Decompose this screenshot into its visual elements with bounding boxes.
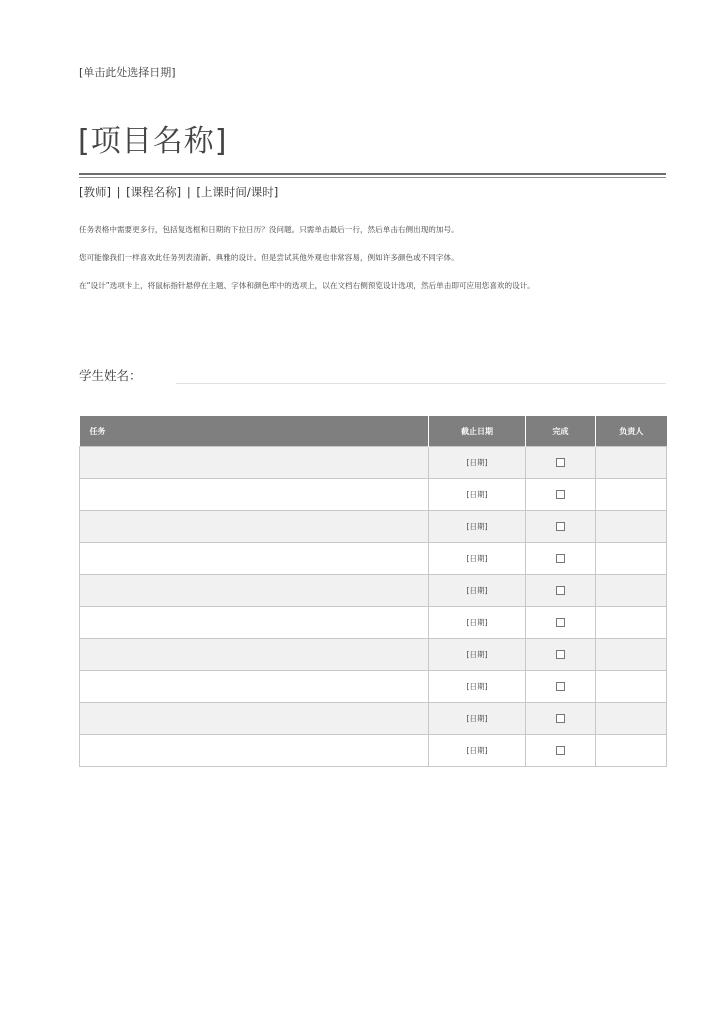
- separator: |: [116, 185, 121, 199]
- owner-cell[interactable]: [596, 735, 667, 767]
- column-header-due-date: 截止日期: [429, 416, 526, 447]
- done-cell: [526, 479, 596, 511]
- task-cell[interactable]: [80, 639, 429, 671]
- task-cell[interactable]: [80, 735, 429, 767]
- table-row: [80, 671, 667, 703]
- done-cell: [526, 735, 596, 767]
- owner-cell[interactable]: [596, 479, 667, 511]
- owner-cell[interactable]: [596, 671, 667, 703]
- table-row: [80, 447, 667, 479]
- student-name-underline: [176, 383, 666, 384]
- owner-cell[interactable]: [596, 575, 667, 607]
- checkbox-icon[interactable]: [556, 618, 565, 627]
- checkbox-icon[interactable]: [556, 586, 565, 595]
- done-cell: [526, 575, 596, 607]
- task-table: [79, 416, 667, 767]
- due-date-cell[interactable]: [日期]: [429, 543, 526, 575]
- table-row: [80, 639, 667, 671]
- due-date-cell[interactable]: [日期]: [429, 703, 526, 735]
- project-title[interactable]: [项目名称]: [78, 124, 228, 159]
- checkbox-icon[interactable]: [556, 682, 565, 691]
- owner-cell[interactable]: [596, 543, 667, 575]
- task-cell[interactable]: [80, 447, 429, 479]
- owner-cell[interactable]: [596, 703, 667, 735]
- table-row: [80, 703, 667, 735]
- owner-cell[interactable]: [596, 639, 667, 671]
- due-date-cell[interactable]: [日期]: [429, 575, 526, 607]
- checkbox-icon[interactable]: [556, 490, 565, 499]
- table-row: [80, 607, 667, 639]
- task-cell[interactable]: [80, 543, 429, 575]
- task-cell[interactable]: [80, 671, 429, 703]
- done-cell: [526, 607, 596, 639]
- title-divider-thin: [79, 177, 666, 178]
- teacher-field[interactable]: [教师]: [79, 185, 111, 199]
- task-cell[interactable]: [80, 511, 429, 543]
- done-cell: [526, 639, 596, 671]
- class-time-field[interactable]: [上课时间/课时]: [196, 185, 279, 199]
- owner-cell[interactable]: [596, 607, 667, 639]
- task-table-body: [80, 447, 667, 767]
- done-cell: [526, 703, 596, 735]
- column-header-task: 任务: [80, 416, 429, 447]
- task-cell[interactable]: [80, 479, 429, 511]
- separator: |: [186, 185, 191, 199]
- instruction-paragraph: 您可能像我们一样喜欢此任务列表清新、典雅的设计。但是尝试其他外观也非常容易，例如许多颜色或不同字体。: [79, 253, 459, 262]
- instruction-paragraph: 在“设计”选项卡上，将鼠标指针悬停在主题、字体和颜色库中的选项上，以在文档右侧预览设计选项，然后单击即可应用您喜欢的设计。: [79, 281, 535, 290]
- due-date-cell[interactable]: [日期]: [429, 735, 526, 767]
- checkbox-icon[interactable]: [556, 650, 565, 659]
- done-cell: [526, 671, 596, 703]
- table-row: [80, 543, 667, 575]
- checkbox-icon[interactable]: [556, 554, 565, 563]
- date-picker-field[interactable]: [单击此处选择日期]: [79, 66, 176, 79]
- due-date-cell[interactable]: [日期]: [429, 607, 526, 639]
- table-row: [80, 575, 667, 607]
- column-header-owner: 负责人: [596, 416, 667, 447]
- done-cell: [526, 543, 596, 575]
- owner-cell[interactable]: [596, 511, 667, 543]
- checkbox-icon[interactable]: [556, 458, 565, 467]
- due-date-cell[interactable]: [日期]: [429, 511, 526, 543]
- column-header-done: 完成: [526, 416, 596, 447]
- task-cell[interactable]: [80, 607, 429, 639]
- instructions: [79, 222, 669, 306]
- table-header-row: [80, 416, 667, 447]
- task-cell[interactable]: [80, 575, 429, 607]
- course-info-line: [79, 184, 278, 200]
- checkbox-icon[interactable]: [556, 746, 565, 755]
- due-date-cell[interactable]: [日期]: [429, 671, 526, 703]
- task-cell[interactable]: [80, 703, 429, 735]
- instruction-paragraph: 任务表格中需要更多行，包括复选框和日期的下拉日历？没问题。只需单击最后一行，然后单击右侧出现的加号。: [79, 225, 459, 234]
- table-row: [80, 479, 667, 511]
- checkbox-icon[interactable]: [556, 714, 565, 723]
- checkbox-icon[interactable]: [556, 522, 565, 531]
- done-cell: [526, 511, 596, 543]
- course-name-field[interactable]: [课程名称]: [126, 185, 182, 199]
- title-divider-thick: [79, 173, 666, 175]
- due-date-cell[interactable]: [日期]: [429, 479, 526, 511]
- table-row: [80, 735, 667, 767]
- due-date-cell[interactable]: [日期]: [429, 447, 526, 479]
- student-name-label: 学生姓名：: [79, 368, 142, 383]
- due-date-cell[interactable]: [日期]: [429, 639, 526, 671]
- table-row: [80, 511, 667, 543]
- student-name-input[interactable]: [176, 366, 670, 384]
- owner-cell[interactable]: [596, 447, 667, 479]
- done-cell: [526, 447, 596, 479]
